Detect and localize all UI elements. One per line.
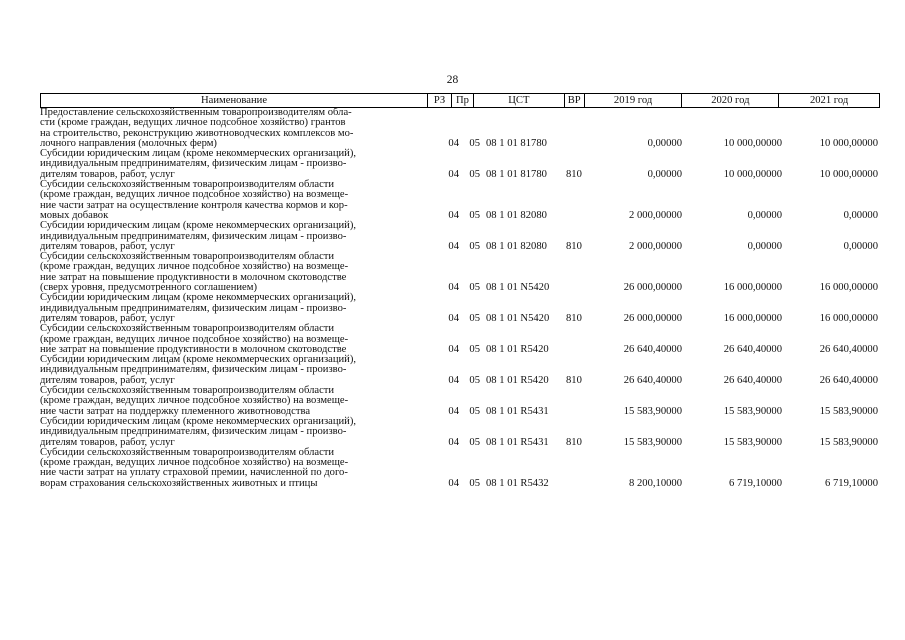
row-2021: 0,00000 <box>843 240 878 252</box>
row-rz: 04 <box>448 312 459 324</box>
table-row <box>40 324 880 355</box>
page-number: 28 <box>446 74 459 86</box>
row-name-line: индивидуальным предпринимателям, физическим лицам - произво- <box>40 364 347 376</box>
row-2020: 16 000,00000 <box>723 312 782 324</box>
row-pr: 05 <box>469 137 480 149</box>
row-2020: 10 000,00000 <box>723 137 782 149</box>
row-name-line: сти (кроме граждан, ведущих личное подсобное хозяйство) грантов <box>40 117 346 129</box>
row-name-line: Субсидии юридическим лицам (кроме некоммерческих организаций), <box>40 292 357 304</box>
table-row <box>40 252 880 293</box>
row-name-line: лочного направления (молочных ферм) <box>40 137 217 149</box>
header-vr: ВР <box>565 94 585 107</box>
row-name-line: Субсидии юридическим лицам (кроме некоммерческих организаций), <box>40 415 357 427</box>
row-2019: 0,00000 <box>647 168 682 180</box>
row-rz: 04 <box>448 405 459 417</box>
row-pr: 05 <box>469 436 480 448</box>
row-pr: 05 <box>469 405 480 417</box>
row-2021: 10 000,00000 <box>819 137 878 149</box>
row-rz: 04 <box>448 168 459 180</box>
row-2021: 0,00000 <box>843 209 878 221</box>
row-name <box>40 149 433 180</box>
row-name <box>40 386 433 417</box>
row-rz: 04 <box>448 137 459 149</box>
row-name-line: ние части затрат на поддержку племенного животноводства <box>40 405 311 417</box>
row-2020: 15 583,90000 <box>723 405 782 417</box>
row-name <box>40 108 433 149</box>
row-name-line: Субсидии юридическим лицам (кроме некоммерческих организаций), <box>40 148 357 160</box>
row-cst: 08 1 01 R5420 <box>486 343 549 355</box>
row-name-line: дителям товаров, работ, услуг <box>40 374 175 386</box>
row-name <box>40 221 433 252</box>
table-row <box>40 417 880 448</box>
row-name-line: мовых добавок <box>40 209 109 221</box>
row-name-line: Субсидии сельскохозяйственным товаропроизводителям области <box>40 251 335 263</box>
row-name <box>40 417 433 448</box>
row-name-line: индивидуальным предпринимателям, физическим лицам - произво- <box>40 426 347 438</box>
row-2020: 16 000,00000 <box>723 282 782 294</box>
header-2019: 2019 год <box>585 94 683 107</box>
header-pr: Пр <box>452 94 474 107</box>
row-2021: 16 000,00000 <box>819 282 878 294</box>
row-2019: 26 000,00000 <box>623 312 682 324</box>
budget-table <box>40 93 880 489</box>
row-2021: 10 000,00000 <box>819 168 878 180</box>
row-2020: 26 640,40000 <box>723 374 782 386</box>
row-name-line: Субсидии юридическим лицам (кроме некоммерческих организаций), <box>40 354 357 366</box>
row-name-line: (кроме граждан, ведущих личное подсобное хозяйство) на возмеще- <box>40 189 349 201</box>
row-name-line: ние затрат на повышение продуктивности в молочном скотоводстве <box>40 343 347 355</box>
row-name-line: ние части затрат на уплату страховой премии, начисленной по дого- <box>40 467 348 479</box>
row-rz: 04 <box>448 436 459 448</box>
row-name-line: на строительство, реконструкцию животноводческих комплексов мо- <box>40 127 354 139</box>
table-header <box>40 93 880 108</box>
row-cst: 08 1 01 R5431 <box>486 405 549 417</box>
header-2021: 2021 год <box>809 95 849 106</box>
row-2019: 2 000,00000 <box>629 209 682 221</box>
row-vr: 810 <box>566 436 582 448</box>
row-rz: 04 <box>448 343 459 355</box>
row-2019: 15 583,90000 <box>623 436 682 448</box>
row-pr: 05 <box>469 168 480 180</box>
row-2019: 26 640,40000 <box>623 374 682 386</box>
row-name <box>40 324 433 355</box>
row-name-line: Субсидии юридическим лицам (кроме некоммерческих организаций), <box>40 220 357 232</box>
header-rz: РЗ <box>428 94 452 107</box>
row-rz: 04 <box>448 240 459 252</box>
row-2019: 8 200,10000 <box>629 477 682 489</box>
row-name-line: дителям товаров, работ, услуг <box>40 436 175 448</box>
row-name <box>40 180 433 221</box>
row-name <box>40 448 433 489</box>
row-2020: 15 583,90000 <box>723 436 782 448</box>
table-row <box>40 293 880 324</box>
row-2021: 16 000,00000 <box>819 312 878 324</box>
row-name-line: (кроме граждан, ведущих личное подсобное хозяйство) на возмеще- <box>40 395 349 407</box>
row-2019: 26 640,40000 <box>623 343 682 355</box>
row-pr: 05 <box>469 209 480 221</box>
row-cst: 08 1 01 R5420 <box>486 374 549 386</box>
row-rz: 04 <box>448 477 459 489</box>
row-2020: 26 640,40000 <box>723 343 782 355</box>
row-name <box>40 355 433 386</box>
row-name-line: индивидуальным предпринимателям, физическим лицам - произво- <box>40 158 347 170</box>
row-name-line: дителям товаров, работ, услуг <box>40 168 175 180</box>
row-name-line: (сверх уровня, предусмотренного соглашением) <box>40 282 257 294</box>
row-cst: 08 1 01 R5431 <box>486 436 549 448</box>
row-2021: 26 640,40000 <box>819 343 878 355</box>
row-name-line: Субсидии сельскохозяйственным товаропроизводителям области <box>40 323 335 335</box>
row-pr: 05 <box>469 312 480 324</box>
row-name-line: ние части затрат на осуществление контроля качества кормов и кор- <box>40 199 348 211</box>
row-name-line: ние затрат на повышение продуктивности в молочном скотоводстве <box>40 271 347 283</box>
row-rz: 04 <box>448 374 459 386</box>
row-cst: 08 1 01 82080 <box>486 240 547 252</box>
row-rz: 04 <box>448 282 459 294</box>
row-2021: 15 583,90000 <box>819 405 878 417</box>
row-2020: 0,00000 <box>747 240 782 252</box>
row-pr: 05 <box>469 374 480 386</box>
row-cst: 08 1 01 R5432 <box>486 477 549 489</box>
row-pr: 05 <box>469 343 480 355</box>
row-cst: 08 1 01 82080 <box>486 209 547 221</box>
row-cst: 08 1 01 81780 <box>486 137 547 149</box>
row-name-line: Субсидии сельскохозяйственным товаропроизводителям области <box>40 179 335 191</box>
header-cst: ЦСТ <box>474 94 565 107</box>
row-name-line: индивидуальным предпринимателям, физическим лицам - произво- <box>40 302 347 314</box>
table-row <box>40 221 880 252</box>
row-2019: 2 000,00000 <box>629 240 682 252</box>
row-name-line: дителям товаров, работ, услуг <box>40 312 175 324</box>
row-2020: 10 000,00000 <box>723 168 782 180</box>
row-pr: 05 <box>469 240 480 252</box>
row-2020: 0,00000 <box>747 209 782 221</box>
row-2021: 6 719,10000 <box>825 477 878 489</box>
row-pr: 05 <box>469 477 480 489</box>
row-pr: 05 <box>469 282 480 294</box>
table-row <box>40 108 880 149</box>
table-body <box>40 108 880 489</box>
row-cst: 08 1 01 81780 <box>486 168 547 180</box>
row-vr: 810 <box>566 168 582 180</box>
row-name <box>40 293 433 324</box>
row-name-line: Субсидии сельскохозяйственным товаропроизводителям области <box>40 446 335 458</box>
header-name: Наименование <box>41 94 428 107</box>
table-row <box>40 448 880 489</box>
row-2021: 26 640,40000 <box>819 374 878 386</box>
row-rz: 04 <box>448 209 459 221</box>
row-vr: 810 <box>566 312 582 324</box>
row-2019: 26 000,00000 <box>623 282 682 294</box>
row-cst: 08 1 01 N5420 <box>486 312 550 324</box>
row-2020: 6 719,10000 <box>729 477 782 489</box>
row-name-line: индивидуальным предпринимателям, физическим лицам - произво- <box>40 230 347 242</box>
row-name-line: ворам страхования сельскохозяйственных животных и птицы <box>40 477 318 489</box>
row-name <box>40 252 433 293</box>
row-2019: 15 583,90000 <box>623 405 682 417</box>
header-2020: 2020 год <box>682 94 779 107</box>
row-name-line: (кроме граждан, ведущих личное подсобное хозяйство) на возмеще- <box>40 457 349 469</box>
table-row <box>40 386 880 417</box>
row-2019: 0,00000 <box>647 137 682 149</box>
row-vr: 810 <box>566 374 582 386</box>
row-name-line: дителям товаров, работ, услуг <box>40 240 175 252</box>
row-name-line: Предоставление сельскохозяйственным товаропроизводителям обла- <box>40 107 352 118</box>
row-2021: 15 583,90000 <box>819 436 878 448</box>
table-row <box>40 355 880 386</box>
table-row <box>40 149 880 180</box>
row-cst: 08 1 01 N5420 <box>486 282 550 294</box>
row-name-line: (кроме граждан, ведущих личное подсобное хозяйство) на возмеще- <box>40 261 349 273</box>
row-vr: 810 <box>566 240 582 252</box>
row-name-line: (кроме граждан, ведущих личное подсобное хозяйство) на возмеще- <box>40 333 349 345</box>
table-row <box>40 180 880 221</box>
row-name-line: Субсидии сельскохозяйственным товаропроизводителям области <box>40 385 335 397</box>
